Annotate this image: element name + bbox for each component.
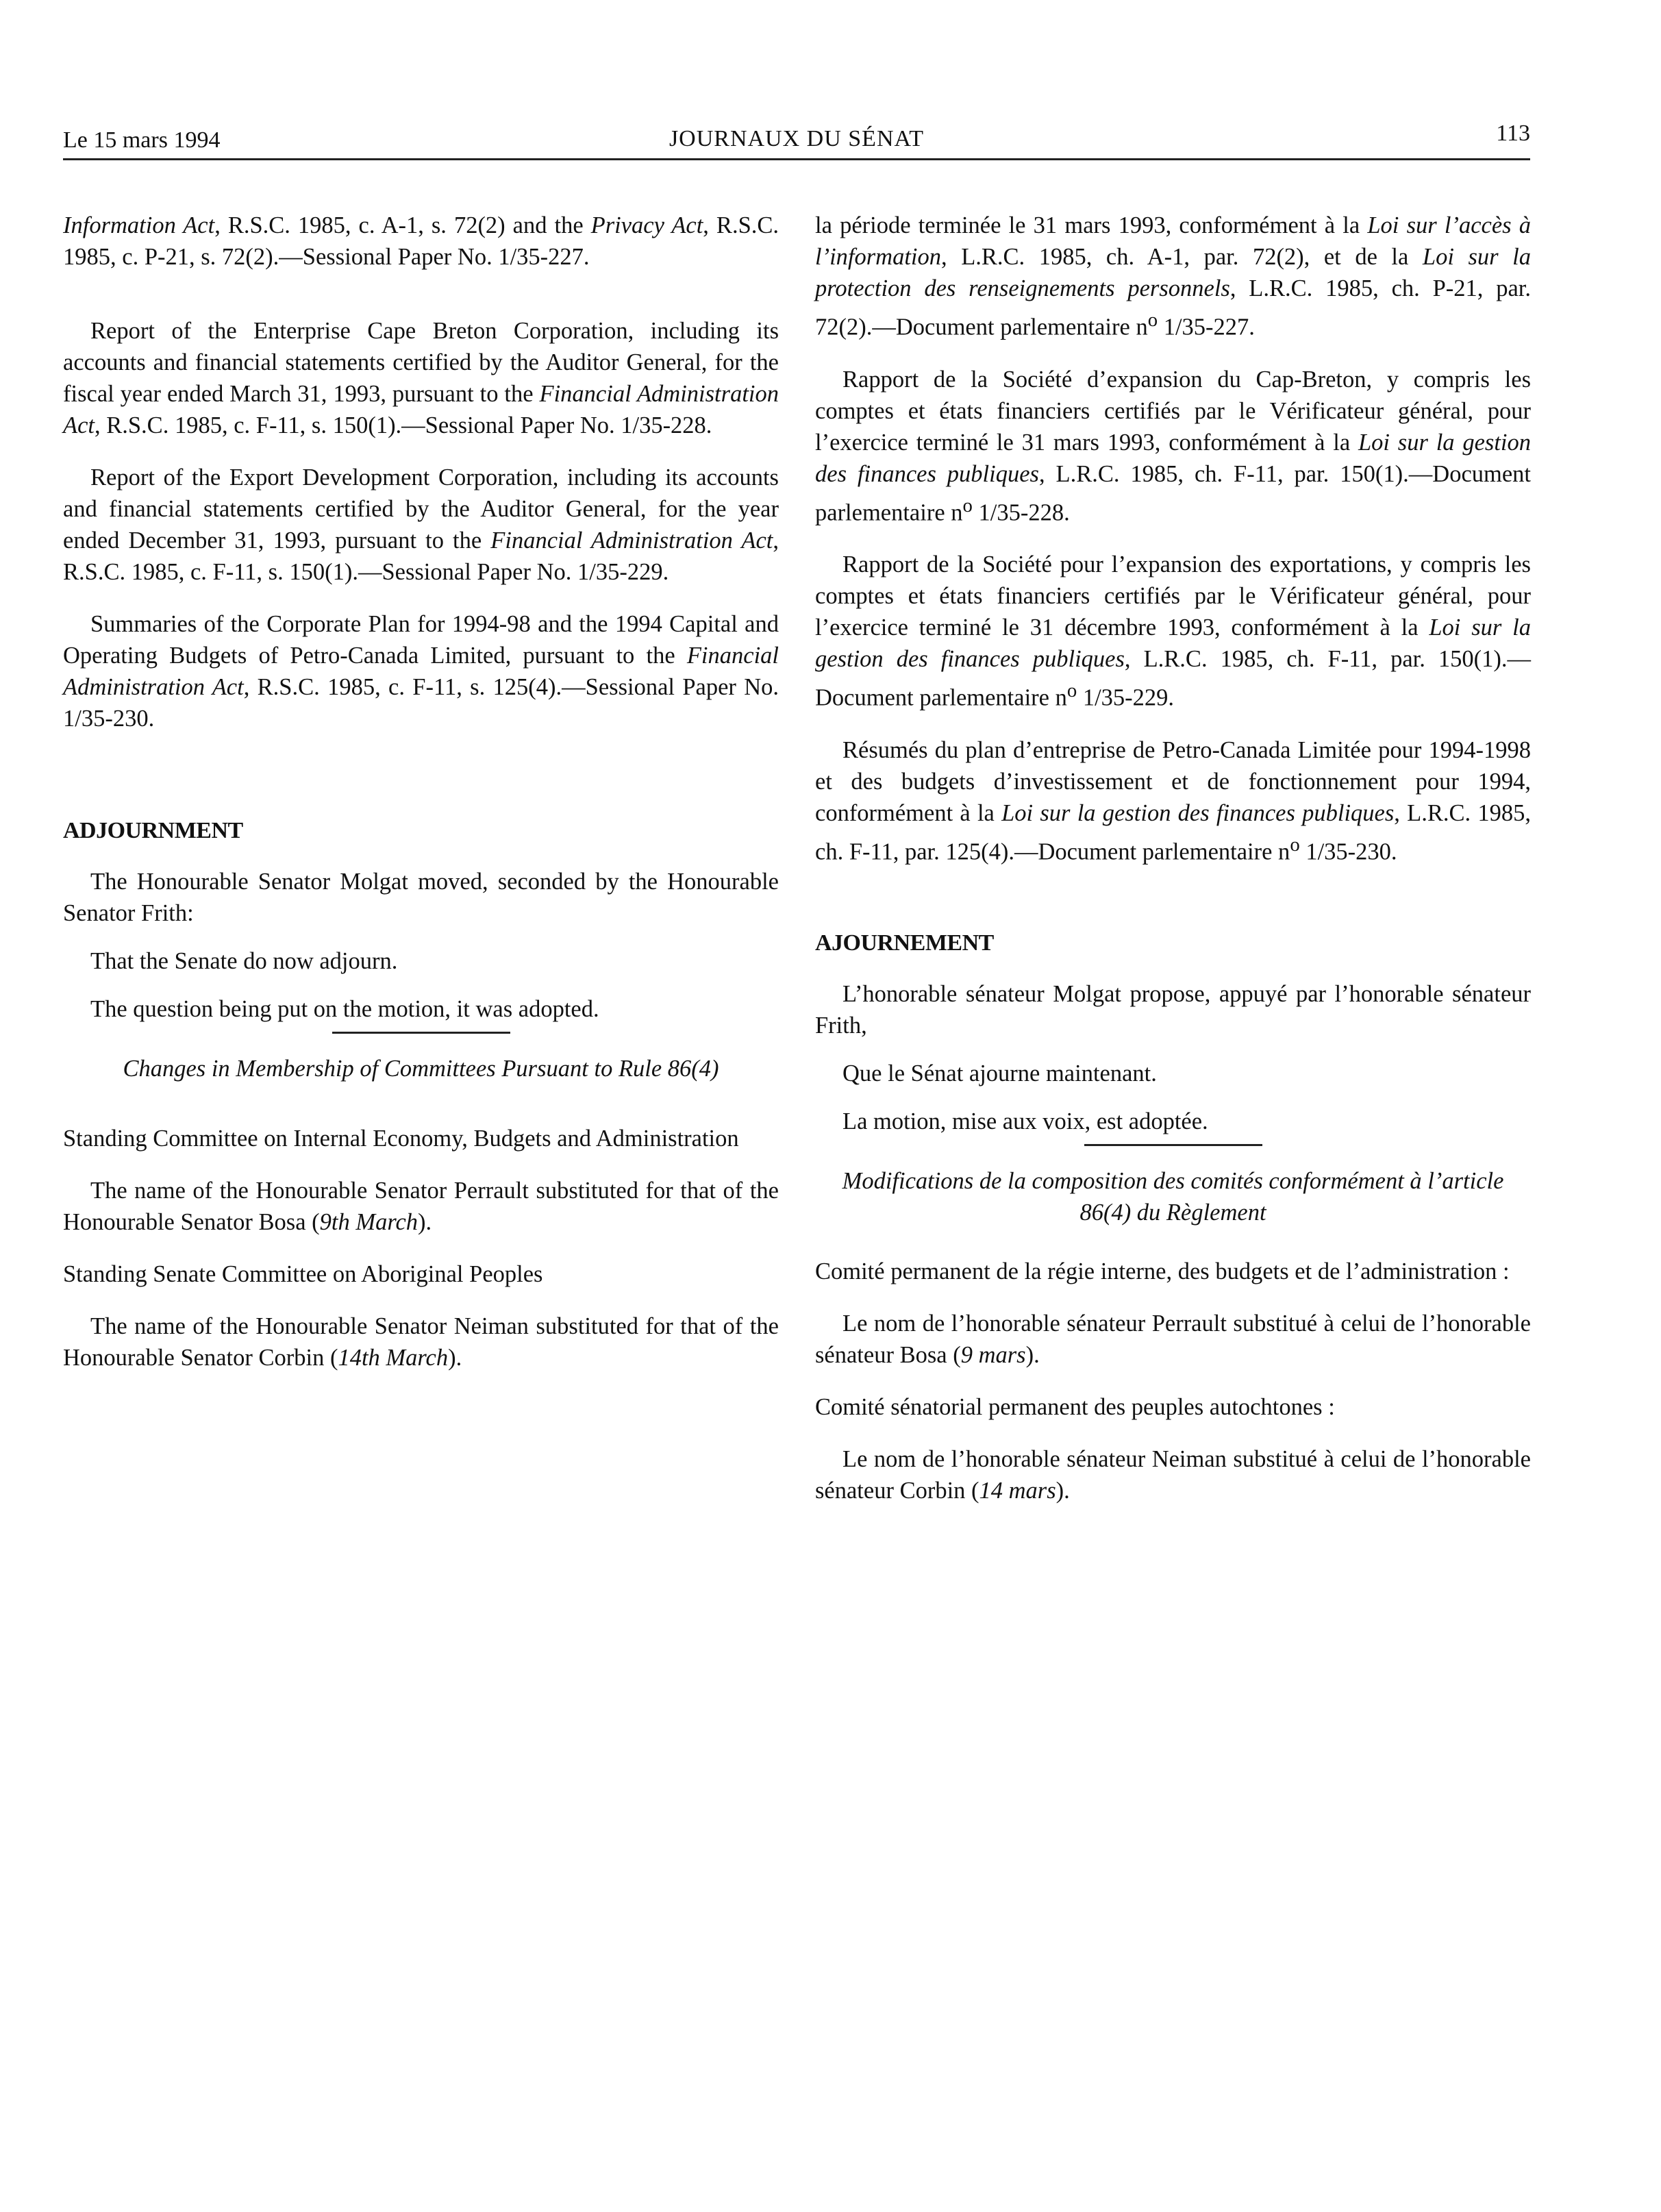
- header-date: Le 15 mars 1994: [63, 127, 221, 153]
- french-motion: L’honorable sénateur Molgat propose, appuyé par l’honorable sénateur Frith,: [815, 981, 1531, 1039]
- header-title: JOURNAUX DU SÉNAT: [669, 126, 925, 151]
- french-paragraph-petro-canada: Résumés du plan d’entreprise de Petro-Canada Limitée pour 1994-1998 et des budgets d’investissement et de fonctionnement pour 1994, conformément à la Loi sur la gestion des finances publiques, L.R.C. 1985, ch. F-11, par. 125(4).—Document parlementaire $n^o$ 1/35-230.: [815, 736, 1531, 865]
- french-heading: AJOURNEMENT: [815, 930, 994, 956]
- english-substitution-neiman: The name of the Honourable Senator Neiman substituted for that of the Honourable Senator Corbin (14th March).: [63, 1313, 779, 1371]
- english-column: [63, 210, 779, 1374]
- english-paragraph-cape-breton: Report of the Enterprise Cape Breton Corporation, including its accounts and financial statements certified by the Auditor General, for the fiscal year ended March 31, 1993, pursuant to the Financial Administration Act, R.S.C. 1985, c. F-11, s. 150(1).—Sessional Paper No. 1/35-228.: [63, 318, 779, 438]
- french-that: Que le Sénat ajourne maintenant.: [842, 1060, 1157, 1086]
- english-subheading: Changes in Membership of Committees Pursuant to Rule 86(4): [123, 1056, 719, 1082]
- english-motion: The Honourable Senator Molgat moved, seconded by the Honourable Senator Frith:: [63, 869, 779, 926]
- french-column: [815, 210, 1531, 1506]
- french-paragraph-cap-breton: Rapport de la Société d’expansion du Cap-Breton, y compris les comptes et états financiers certifiés par le Vérificateur général, pour l’exercice terminé le 31 mars 1993, conformément à la Loi sur la gestion des finances publiques, L.R.C. 1985, ch. F-11, par. 150(1).—Document parlementaire $n^o$ 1/35-228.: [815, 366, 1531, 525]
- english-paragraph-export: Report of the Export Development Corporation, including its accounts and financial statements certified by the Auditor General, for the year ended December 31, 1993, pursuant to the Financial Administration Act, R.S.C. 1985, c. F-11, s. 150(1).—Sessional Paper No. 1/35-229.: [63, 464, 779, 585]
- french-substitution-perrault: Le nom de l’honorable sénateur Perrault substitué à celui de l’honorable sénateur Bosa (9 mars).: [815, 1310, 1531, 1368]
- french-committee-regie-interne: Comité permanent de la régie interne, des budgets et de l’administration :: [815, 1258, 1510, 1284]
- french-divider: [1084, 1144, 1262, 1146]
- french-paragraph-exportations: Rapport de la Société pour l’expansion des exportations, y compris les comptes et états financiers certifiés par le Vérificateur général, pour l’exercice terminé le 31 décembre 1993, conformément à la Loi sur la gestion des finances publiques, L.R.C. 1985, ch. F-11, par. 150(1).—Document parlementaire $n^o$ 1/35-229.: [815, 551, 1531, 711]
- english-committee-aboriginal: Standing Senate Committee on Aboriginal Peoples: [63, 1261, 543, 1287]
- header-rule: [63, 158, 1530, 160]
- english-heading: ADJOURNMENT: [63, 818, 243, 843]
- english-committee-internal-economy: Standing Committee on Internal Economy, Budgets and Administration: [63, 1126, 739, 1152]
- french-committee-autochtones: Comité sénatorial permanent des peuples autochtones :: [815, 1394, 1335, 1420]
- french-substitution-neiman: Le nom de l’honorable sénateur Neiman substitué à celui de l’honorable sénateur Corbin (14 mars).: [815, 1446, 1531, 1504]
- page-number: 113: [1496, 121, 1530, 146]
- english-question: The question being put on the motion, it was adopted.: [90, 996, 599, 1022]
- english-paragraph-petro-canada: Summaries of the Corporate Plan for 1994-98 and the 1994 Capital and Operating Budgets of Petro-Canada Limited, pursuant to the Financial Administration Act, R.S.C. 1985, c. F-11, s. 125(4).—Sessional Paper No. 1/35-230.: [63, 611, 779, 732]
- french-question: La motion, mise aux voix, est adoptée.: [842, 1108, 1208, 1134]
- french-subheading: Modifications de la composition des comités conformément à l’article 86(4) du Règlement: [842, 1168, 1504, 1226]
- english-substitution-perrault: The name of the Honourable Senator Perrault substituted for that of the Honourable Senator Bosa (9th March).: [63, 1178, 779, 1235]
- english-that: That the Senate do now adjourn.: [90, 948, 398, 974]
- english-paragraph-continued: Information Act, R.S.C. 1985, c. A-1, s. 72(2) and the Privacy Act, R.S.C. 1985, c. P-21, s. 72(2).—Sessional Paper No. 1/35-227.: [63, 212, 779, 270]
- english-divider: [332, 1032, 510, 1034]
- page-header: [63, 118, 1530, 156]
- french-paragraph-continued: la période terminée le 31 mars 1993, conformément à la Loi sur l’accès à l’information, L.R.C. 1985, ch. A-1, par. 72(2), et de la Loi sur la protection des renseignements personnels, L.R.C. 1985, ch. P-21, par. 72(2).—Document parlementaire $n^o$ 1/35-227.: [815, 212, 1531, 340]
